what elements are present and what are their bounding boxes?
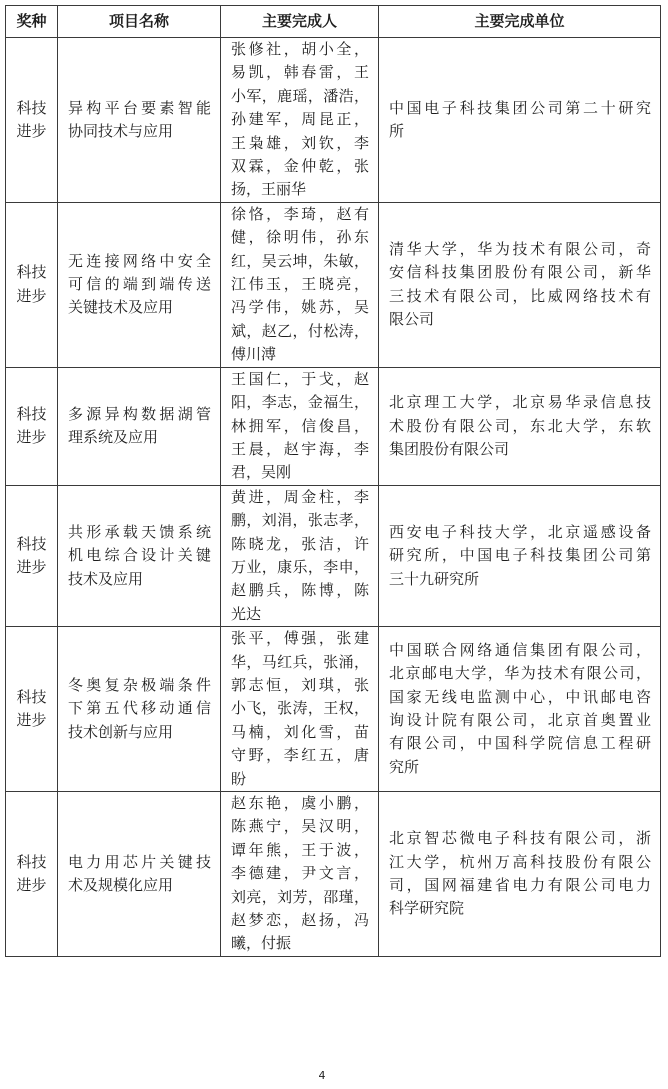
award-table [5,5,661,957]
text-line: 张平，傅强，张建 [231,629,369,648]
text-line: 科技 [16,852,47,871]
text-line: 关键技术及应用 [68,298,174,317]
award-type-cell [6,202,58,367]
main-units-cell [379,202,661,367]
text-line: 集团股份有限公司 [389,439,510,458]
text-line: 华，马红兵，张涌， [231,652,369,671]
project-name-cell [58,792,221,957]
text-line: 司，国网福建省电力有限公司电力 [389,875,651,894]
text-line: 小军，鹿瑶，潘浩， [231,86,369,105]
text-line: 鹏，刘涓，张志孝， [231,511,369,530]
project-name-cell [58,38,221,203]
text-line: 国家无线电监测中心，中讯邮电咨 [389,687,651,706]
text-line: 双霖，金仲乾，张 [231,157,369,176]
text-line: 曦，付振 [231,934,292,953]
text-line: 盼 [231,769,247,788]
project-name-cell [58,485,221,626]
text-line: 进步 [16,875,47,894]
text-line: 理系统及应用 [68,428,159,447]
text-line: 守野，李红五，唐 [231,746,369,765]
text-line: 江大学，杭州万高科技股份有限公 [389,852,651,871]
text-line: 江伟玉，王晓亮， [231,275,369,294]
text-line: 黄进，周金柱，李 [231,487,369,506]
text-line: 安信科技集团股份有限公司，新华 [389,263,651,282]
award-type-cell [6,485,58,626]
text-line: 张修社，胡小全， [231,40,369,58]
text-line: 徐恪，李琦，赵有 [231,204,369,223]
header-main-units: 主要完成单位 [379,6,661,38]
text-line: 健，徐明伟，孙东 [231,228,369,247]
award-type-cell [6,627,58,792]
page-number: 4 [318,1069,326,1082]
text-line: 究所 [389,757,420,776]
text-line: 三技术有限公司，比威网络技术有 [389,286,651,305]
header-award-type: 奖种 [6,6,58,38]
text-line: 孙建军，周昆正， [231,110,369,129]
text-line: 林拥军，信俊昌， [231,416,369,435]
text-line: 清华大学，华为技术有限公司，奇 [389,239,651,258]
text-line: 询设计院有限公司，北京首奥置业 [389,711,651,730]
text-line: 冯学伟，姚苏，吴 [231,298,369,317]
text-line: 陈燕宁，吴汉明， [231,817,369,836]
main-persons-cell [221,627,379,792]
text-line: 限公司 [389,310,435,329]
text-line: 机电综合设计关键 [68,546,211,565]
table-row [6,367,661,485]
text-line: 君，吴刚 [231,463,292,482]
header-row [6,6,661,38]
table-row [6,485,661,626]
main-persons-cell [221,38,379,203]
text-line: 赵梦恋，赵扬，冯 [231,911,369,930]
main-units-cell [379,485,661,626]
text-line: 北京理工大学，北京易华录信息技 [389,393,651,412]
table-row [6,38,661,203]
text-line: 进步 [16,121,47,140]
text-line: 李德建，尹文言， [231,864,369,883]
main-units-cell [379,38,661,203]
text-line: 郭志恒，刘琪，张 [231,675,369,694]
text-line: 无连接网络中安全 [68,251,211,270]
project-name-cell [58,367,221,485]
text-line: 科技 [16,263,47,282]
text-line: 科技 [16,687,47,706]
text-line: 北京邮电大学，华为技术有限公司， [389,664,651,683]
text-line: 北京智芯微电子科技有限公司，浙 [389,829,651,848]
header-project-name: 项目名称 [58,6,221,38]
table-row [6,627,661,792]
text-line: 斌，赵乙，付松涛， [231,321,369,340]
text-line: 陈晓龙，张洁，许 [231,534,369,553]
text-line: 中国联合网络通信集团有限公司， [389,640,651,659]
text-line: 光达 [231,604,262,623]
text-line: 电力用芯片关键技 [68,852,211,871]
text-line: 科技 [16,404,47,423]
header-main-persons: 主要完成人 [221,6,379,38]
text-line: 刘亮，刘芳，邵瑾， [231,887,369,906]
text-line: 科学研究院 [389,899,465,918]
main-persons-cell [221,202,379,367]
text-line: 赵鹏兵，陈博，陈 [231,581,369,600]
text-line: 可信的端到端传送 [68,275,211,294]
text-line: 研究所，中国电子科技集团公司第 [389,546,651,565]
text-line: 扬，王丽华 [231,180,307,199]
text-line: 王晨，赵宇海，李 [231,439,369,458]
main-persons-cell [221,367,379,485]
text-line: 技术及应用 [68,569,144,588]
text-line: 进步 [16,286,47,305]
main-units-cell [379,792,661,957]
text-line: 傅川溥 [231,345,277,364]
text-line: 进步 [16,428,47,447]
text-line: 术及规模化应用 [68,875,174,894]
text-line: 所 [389,121,405,140]
project-name-cell [58,627,221,792]
text-line: 下第五代移动通信 [68,699,211,718]
award-type-cell [6,38,58,203]
table-header [6,6,661,38]
text-line: 万业，康乐，李申， [231,557,369,576]
text-line: 易凯，韩春雷，王 [231,63,369,82]
text-line: 王枭雄，刘钦，李 [231,133,369,152]
text-line: 协同技术与应用 [68,121,174,140]
table-row [6,202,661,367]
text-line: 术股份有限公司，东北大学，东软 [389,416,651,435]
award-type-cell [6,792,58,957]
text-line: 马楠，刘化雪，苗 [231,722,369,741]
text-line: 冬奥复杂极端条件 [68,675,211,694]
award-type-cell [6,367,58,485]
main-persons-cell [221,485,379,626]
project-name-cell [58,202,221,367]
main-units-cell [379,627,661,792]
text-line: 共形承载天馈系统 [68,522,211,541]
text-line: 进步 [16,557,47,576]
text-line: 赵东艳，虞小鹏， [231,794,369,812]
text-line: 阳，李志，金福生， [231,393,369,412]
text-line: 王国仁，于戈，赵 [231,369,369,388]
text-line: 中国电子科技集团公司第二十研究 [389,98,651,117]
text-line: 技术创新与应用 [68,722,174,741]
text-line: 异构平台要素智能 [68,98,211,117]
main-persons-cell [221,792,379,957]
text-line: 红，吴云坤，朱敏， [231,251,369,270]
text-line: 有限公司，中国科学院信息工程研 [389,734,651,753]
main-units-cell [379,367,661,485]
text-line: 三十九研究所 [389,569,480,588]
text-line: 多源异构数据湖管 [68,404,211,423]
text-line: 谭年熊，王于波， [231,840,369,859]
table-row [6,792,661,957]
text-line: 进步 [16,711,47,730]
table-body [6,38,661,957]
text-line: 小飞，张涛，王权， [231,699,369,718]
text-line: 科技 [16,534,47,553]
text-line: 科技 [16,98,47,117]
text-line: 西安电子科技大学，北京遥感设备 [389,522,651,541]
